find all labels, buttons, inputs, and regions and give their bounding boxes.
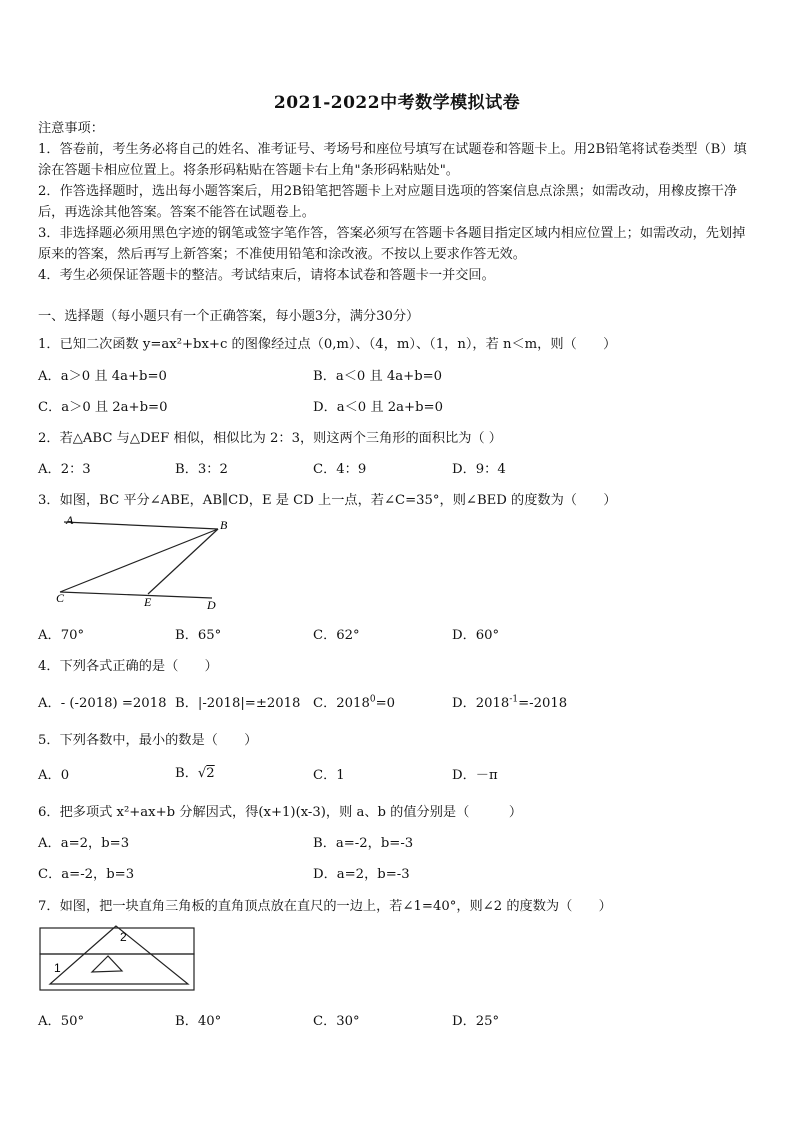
- q4-d-base: D．2018: [452, 696, 510, 711]
- q4-c-exponent: 0: [369, 694, 376, 705]
- q4-option-d[interactable]: [452, 692, 567, 711]
- line-bc: [60, 529, 218, 592]
- q5-option-d[interactable]: D．－π: [452, 768, 498, 783]
- label-a: A: [66, 513, 74, 527]
- q7-ruler-triangle-figure: [38, 922, 200, 994]
- triangle-inner: [92, 956, 122, 972]
- notice-block: [38, 118, 758, 286]
- q5-b-prefix: B．: [175, 766, 198, 781]
- section-title: 一、选择题（每小题只有一个正确答案，每小题3分，满分30分）: [38, 309, 420, 324]
- q7-option-a[interactable]: A．50°: [38, 1014, 85, 1029]
- line-be: [148, 529, 218, 594]
- q4-c-rest: =0: [375, 696, 396, 711]
- q4-option-c[interactable]: [313, 692, 395, 711]
- q2-option-d[interactable]: D．9：4: [452, 462, 506, 477]
- q3-option-b[interactable]: B．65°: [175, 628, 222, 643]
- q3-option-d[interactable]: D．60°: [452, 628, 500, 643]
- triangle-outer: [50, 926, 188, 984]
- q4-d-rest: =-2018: [518, 696, 568, 711]
- notice-item: 4．考生必须保证答题卡的整洁。考试结束后，请将本试卷和答题卡一并交回。: [38, 268, 495, 283]
- q1-option-a[interactable]: A．a＞0 且 4a+b=0: [38, 369, 167, 384]
- ruler-shape: [40, 928, 194, 954]
- label-b: B: [220, 518, 228, 532]
- question-6-stem: 6．把多项式 x²+ax+b 分解因式，得(x+1)(x-3)，则 a、b 的值分别是（ ）: [38, 805, 523, 820]
- notice-item: 1．答卷前，考生务必将自己的姓名、准考证号、考场号和座位号填写在试题卷和答题卡上。用2B铅笔将试卷类型（B）填涂在答题卡相应位置上。将条形码粘贴在答题卡右上角"条形码粘贴处"。: [38, 142, 747, 178]
- q4-d-exponent: -1: [509, 694, 519, 705]
- question-7-stem: 7．如图，把一块直角三角板的直角顶点放在直尺的一边上，若∠1=40°，则∠2 的度数为（ ）: [38, 899, 612, 914]
- question-2-stem: 2．若△ABC 与△DEF 相似，相似比为 2：3，则这两个三角形的面积比为（ ）: [38, 431, 502, 446]
- q6-option-b[interactable]: B．a=-2，b=-3: [313, 836, 414, 851]
- q7-option-c[interactable]: C．30°: [313, 1014, 360, 1029]
- angle-1-label: 1: [54, 961, 61, 975]
- q4-c-base: C．2018: [313, 696, 370, 711]
- q2-option-a[interactable]: A．2：3: [38, 462, 91, 477]
- q4-option-b[interactable]: B．|-2018|=±2018: [175, 696, 301, 711]
- label-e: E: [144, 595, 152, 609]
- q3-geometry-figure: [40, 512, 240, 616]
- question-5-stem: 5．下列各数中，最小的数是（ ）: [38, 733, 258, 748]
- line-ab: [64, 522, 218, 529]
- label-c: C: [56, 591, 65, 605]
- notice-heading: 注意事项：: [38, 121, 104, 136]
- q5-option-c[interactable]: C．1: [313, 768, 345, 783]
- label-d: D: [207, 598, 216, 612]
- notice-item: 2．作答选择题时，选出每小题答案后，用2B铅笔把答题卡上对应题目选项的答案信息点涂黑；如需改动，用橡皮擦干净后，再选涂其他答案。答案不能答在试题卷上。: [38, 184, 738, 220]
- question-4-stem: 4．下列各式正确的是（ ）: [38, 659, 218, 674]
- q5-b-radicand: 2: [206, 766, 215, 781]
- q7-option-b[interactable]: B．40°: [175, 1014, 222, 1029]
- q4-option-a[interactable]: A．- (-2018) =2018: [38, 696, 167, 711]
- question-1-stem: 1．已知二次函数 y=ax²+bx+c 的图像经过点（0,m）、（4，m）、（1，n），若 n＜m，则（ ）: [38, 337, 617, 352]
- q6-option-c[interactable]: C．a=-2，b=3: [38, 867, 135, 882]
- q6-option-a[interactable]: A．a=2，b=3: [38, 836, 130, 851]
- q5-option-b[interactable]: [175, 762, 215, 781]
- question-3-stem: 3．如图，BC 平分∠ABE，AB∥CD，E 是 CD 上一点，若∠C=35°，则∠BED 的度数为（ ）: [38, 493, 617, 508]
- q2-option-b[interactable]: B．3：2: [175, 462, 228, 477]
- q3-option-a[interactable]: A．70°: [38, 628, 85, 643]
- q1-option-b[interactable]: B．a＜0 且 4a+b=0: [313, 369, 443, 384]
- sqrt-icon: √: [197, 766, 207, 781]
- q7-option-d[interactable]: D．25°: [452, 1014, 500, 1029]
- angle-2-label: 2: [120, 930, 127, 944]
- q2-option-c[interactable]: C．4：9: [313, 462, 367, 477]
- page-title: 2021-2022中考数学模拟试卷: [273, 93, 521, 113]
- q3-option-c[interactable]: C．62°: [313, 628, 360, 643]
- q1-option-d[interactable]: D．a＜0 且 2a+b=0: [313, 400, 443, 415]
- q6-option-d[interactable]: D．a=2，b=-3: [313, 867, 410, 882]
- q5-option-a[interactable]: A．0: [38, 768, 70, 783]
- notice-item: 3．非选择题必须用黑色字迹的钢笔或签字笔作答，答案必须写在答题卡各题目指定区域内相应位置上；如需改动，先划掉原来的答案，然后再写上新答案；不准使用铅笔和涂改液。不按以上要求作答无效。: [38, 226, 746, 262]
- line-cd: [60, 592, 212, 598]
- q1-option-c[interactable]: C．a＞0 且 2a+b=0: [38, 400, 168, 415]
